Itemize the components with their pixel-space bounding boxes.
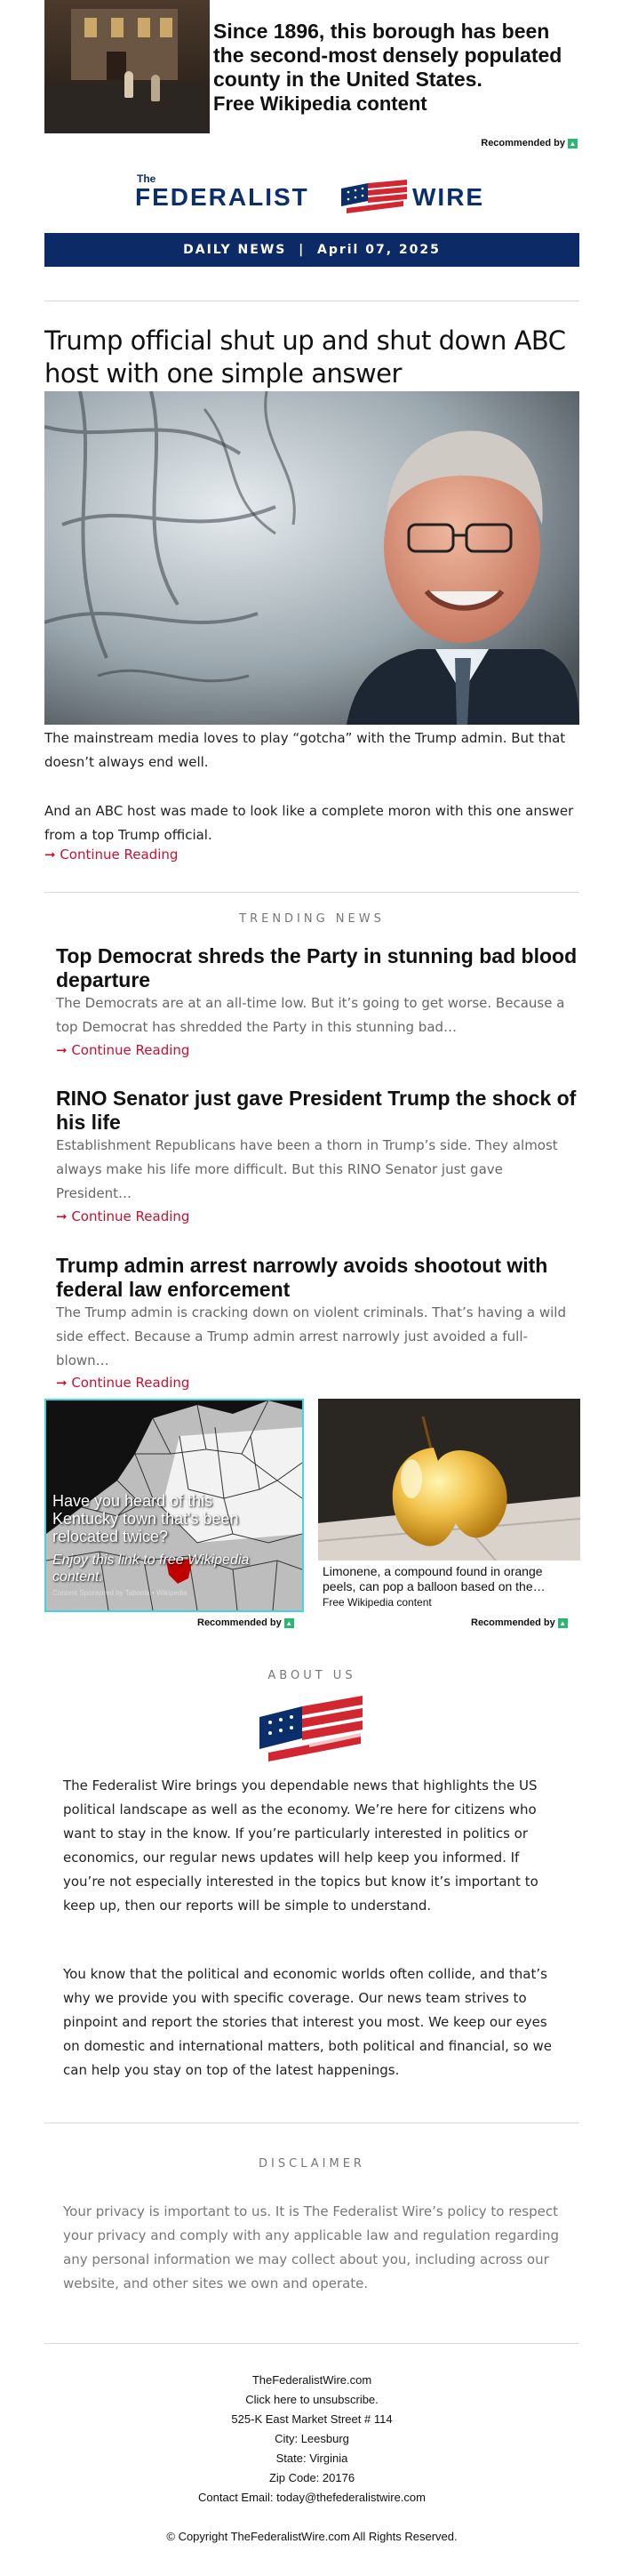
logo-federalist: FEDERALIST (135, 183, 309, 211)
footer (44, 2371, 579, 2508)
main-story-paragraph-1: The mainstream media loves to play “gotcha” with the Trump admin. But that doesn’t always end well. (44, 730, 566, 770)
footer-site[interactable]: TheFederalistWire.com (251, 2373, 372, 2387)
recommended-by-badge-left[interactable]: Recommended by ▲ (197, 1617, 293, 1628)
main-story-image[interactable] (44, 391, 579, 725)
main-continue-reading-link[interactable]: ➞ Continue Reading (44, 847, 179, 863)
taboola-icon: ▲ (285, 1618, 293, 1627)
daily-news-label: DAILY NEWS (183, 243, 287, 257)
about-paragraph-2: You know that the political and economic worlds often collide, and that’s why we provide you with specific coverage. Our news team strives to pinpoint and report the stories that interest you most. We keep our eyes on domestic and international matters, both political and financial, so we can help you stay on top of the latest happenings. (63, 1966, 552, 2078)
footer-email[interactable]: Contact Email: today@thefederalistwire.com (198, 2491, 426, 2504)
ad-left-fineprint: Content Sponsored by Taboola • Wikipedia (52, 1589, 187, 1597)
trending-continue-link-2[interactable]: ➞ Continue Reading (56, 1208, 190, 1224)
sponsored-ad-left[interactable] (44, 1399, 304, 1612)
logo-wire: WIRE (412, 183, 485, 211)
flag-icon (256, 1694, 367, 1765)
daily-news-date-bar (44, 233, 579, 267)
trending-title-3[interactable]: Trump admin arrest narrowly avoids shootout with federal law enforcement (56, 1254, 548, 1301)
taboola-icon: ▲ (569, 139, 577, 148)
main-story-title[interactable]: Trump official shut up and shut down ABC host with one simple answer (44, 325, 566, 389)
trending-summary-1: The Democrats are at an all-time low. But it’s going to get worse. Because a top Democrat has shredded the Party in this stunning bad… (56, 995, 565, 1035)
disclaimer-text: Your privacy is important to us. It is The Federalist Wire’s policy to respect your privacy and comply with any applicable law and regulation regarding any personal information we may collect about you, including across our website, and other sites we own and operate. (63, 2203, 560, 2291)
trending-heading: TRENDING NEWS (239, 912, 385, 926)
date-separator: | (299, 243, 306, 257)
flag-icon (338, 180, 409, 215)
ad-left-subtitle[interactable]: Enjoy this link to free Wikipedia content. (52, 1553, 250, 1585)
trending-title-1[interactable]: Top Democrat shreds the Party in stunning bad blood departure (56, 944, 578, 991)
about-heading: ABOUT US (267, 1669, 356, 1682)
footer-state: State: Virginia (275, 2452, 348, 2465)
sponsored-ad-right[interactable] (318, 1399, 580, 1612)
footer-zip: Zip Code: 20176 (268, 2471, 355, 2484)
trending-continue-link-1[interactable]: ➞ Continue Reading (56, 1042, 190, 1058)
ad-right-caption[interactable]: Limonene, a compound found in orange peels, can pop a balloon based on the… (323, 1564, 546, 1593)
ad-headline[interactable]: Since 1896, this borough has been the second-most densely populated county in the United States. (213, 20, 562, 91)
ad-right-image[interactable] (318, 1399, 580, 1561)
ad-right-source[interactable]: Free Wikipedia content (323, 1596, 432, 1609)
copyright: © Copyright TheFederalistWire.com All Rights Reserved. (166, 2530, 458, 2543)
trending-summary-3: The Trump admin is cracking down on violent criminals. That’s having a wild side effect. Because a Trump admin arrest narrowly just avoided a full-blown… (56, 1304, 566, 1368)
main-story-paragraph-2: And an ABC host was made to look like a complete moron with this one answer from a top Trump official. (44, 803, 574, 843)
trending-continue-link-3[interactable]: ➞ Continue Reading (56, 1375, 190, 1391)
logo-the: The (137, 173, 156, 185)
trending-summary-2: Establishment Republicans have been a thorn in Trump’s side. They almost always make his life more difficult. But this RINO Senator just gave President… (56, 1137, 558, 1201)
footer-city: City: Leesburg (275, 2432, 349, 2445)
ad-thumbnail-image[interactable] (44, 0, 210, 133)
ad-left-title[interactable]: Have you heard of this Kentucky town that's been relocated twice? (52, 1492, 239, 1545)
ad-source[interactable]: Free Wikipedia content (213, 92, 427, 115)
recommended-by-badge-right[interactable]: Recommended by ▲ (471, 1617, 567, 1628)
balloon-photo (318, 1399, 580, 1561)
divider (44, 2343, 579, 2344)
unsubscribe-link[interactable]: Click here to unsubscribe. (245, 2393, 379, 2406)
footer-address: 525-K East Market Street # 114 (231, 2412, 393, 2426)
issue-date: April 07, 2025 (316, 243, 441, 257)
taboola-icon: ▲ (559, 1618, 567, 1627)
federalist-wire-logo[interactable] (44, 169, 579, 222)
portrait-photo (44, 391, 579, 725)
disclaimer-heading: DISCLAIMER (259, 2157, 365, 2171)
top-sponsored-ad[interactable] (44, 0, 579, 133)
recommended-by-badge[interactable]: Recommended by ▲ (481, 138, 577, 148)
trending-title-2[interactable]: RINO Senator just gave President Trump the shock of his life (56, 1087, 577, 1134)
divider (44, 892, 579, 893)
about-paragraph-1: The Federalist Wire brings you dependable news that highlights the US political landscape as well as the economy. We’re here for citizens who want to stay in the know. If you’re particularly interested in politics or economics, our regular news updates will help keep you informed. If you’re not especially interested in the topics but know it’s important to keep up, then our reports will be simple to understand. (63, 1778, 538, 1914)
